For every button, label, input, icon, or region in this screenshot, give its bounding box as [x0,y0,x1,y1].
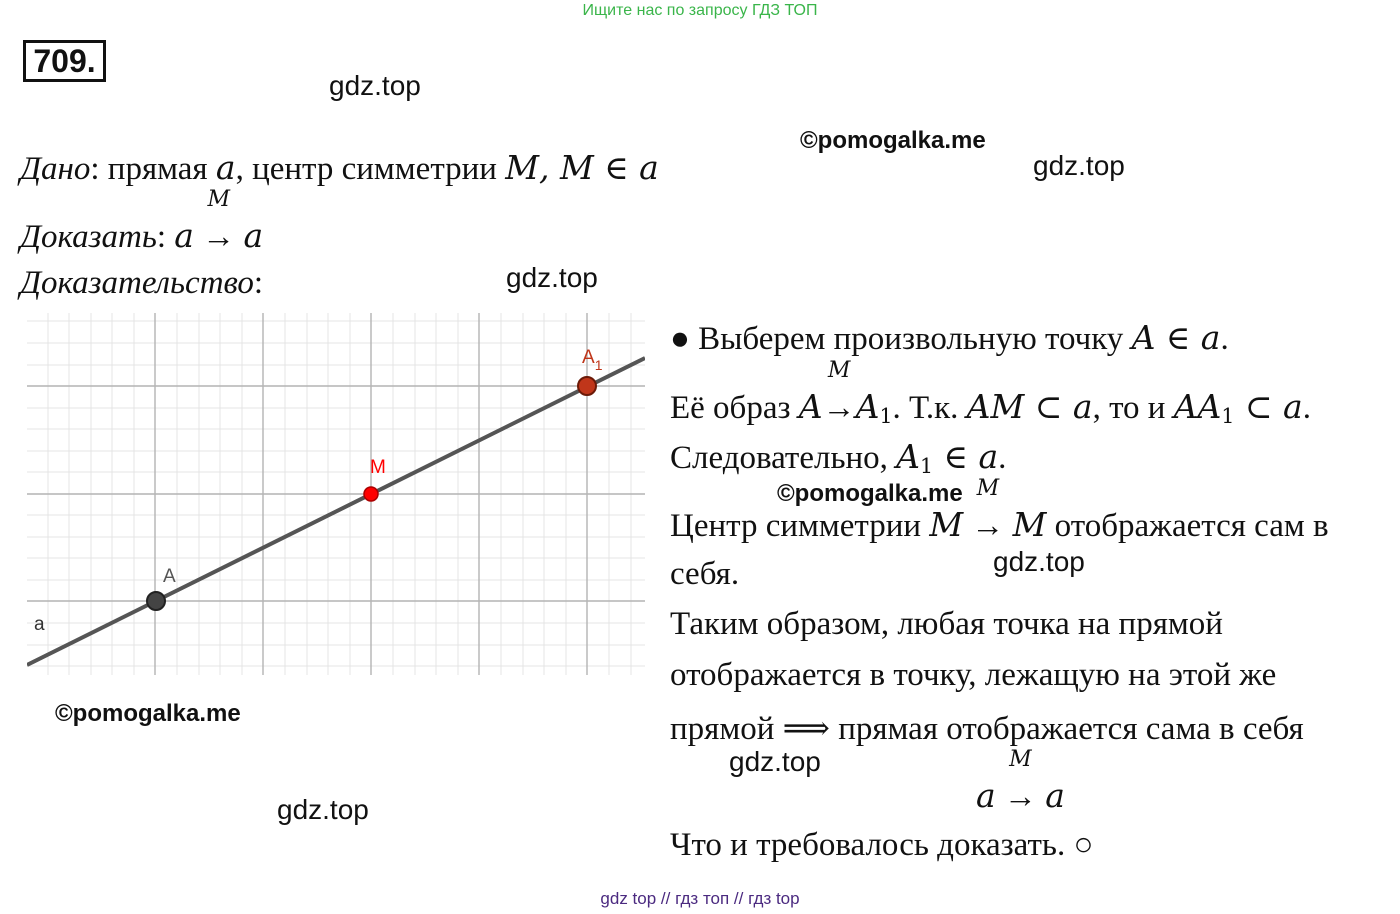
prove-line [20,187,264,256]
body-line-5: себя. [670,556,740,592]
watermark-gdz: gdz.top [993,546,1085,577]
watermark-gdz: gdz.top [277,794,369,825]
proof-label: Доказательство [20,265,254,301]
math: M [1012,505,1047,544]
math: ⊂ a [1234,387,1303,426]
math: ∈ a [933,437,999,476]
text: . Т.к. [892,390,967,426]
text: Следовательно, [670,440,897,476]
math: a [1045,776,1065,815]
subscript: 1 [879,404,893,429]
prove-colon: : [156,219,167,255]
given-expr: M, M ∈ a [505,148,659,187]
watermark-pomogalka: ©pomogalka.me [800,127,986,154]
point-a1-name: A [582,347,595,368]
body-line-9 [976,747,1065,816]
mapping-label: M [207,187,230,212]
math: M [929,505,964,544]
body-line-8: прямой ⟹ прямая отображается сама в себя [670,711,1304,747]
line-a [27,358,645,665]
watermark-gdz: gdz.top [329,70,421,101]
mapping-arrow: M → [193,187,244,255]
geometry-figure [27,313,645,675]
given-text2: , центр симметрии [235,151,506,187]
math: a [976,776,996,815]
watermark-gdz: gdz.top [729,746,821,777]
point-a1-label [582,347,603,373]
subscript: 1 [920,454,934,479]
text: . [1302,390,1311,426]
body-line-2 [670,358,1311,429]
point-a1-sub: 1 [594,357,603,373]
watermark-gdz: gdz.top [1033,150,1125,181]
problem-number: 709. [23,40,106,82]
given-label: Дано [20,151,91,187]
prove-from: a [174,216,194,255]
text: ● Выберем произвольную точку [670,321,1132,357]
text: . [1220,321,1229,357]
watermark-pomogalka: ©pomogalka.me [777,480,963,507]
body-line-1 [670,318,1229,358]
watermark-gdz: gdz.top [506,262,598,293]
mapping-label: M [827,358,851,383]
watermark-pomogalka: ©pomogalka.me [55,700,241,727]
math: A ∈ a [1131,318,1221,357]
given-line [20,148,659,188]
text: , то и [1092,390,1174,426]
given-var: a [215,148,236,187]
math: A [896,437,921,476]
math: AM ⊂ a [966,387,1093,426]
prove-label: Доказать [20,219,157,255]
subscript: 1 [1221,404,1235,429]
math: AA [1173,387,1222,426]
mapping-label: M [976,476,1000,501]
text: Её образ [670,390,799,426]
footer-note: gdz top // гдз топ // гдз top [600,889,800,908]
text: отображается сам в [1046,508,1329,544]
mapping-arrow: M → [822,358,856,426]
point-a-label: A [163,566,176,587]
point-m-label: M [370,457,386,478]
mapping-arrow: M → [963,476,1013,544]
body-line-10: Что и требовалось доказать. ○ [670,827,1094,863]
math: A [798,387,823,426]
point-m [364,487,378,501]
proof-colon: : [253,265,264,301]
body-line-3 [670,437,1006,478]
math: A [855,387,880,426]
body-line-6: Таким образом, любая точка на прямой [670,606,1223,642]
text: Центр симметрии [670,508,930,544]
body-line-7: отображается в точку, лежащую на этой же [670,657,1277,693]
prove-to: a [243,216,264,255]
point-a1 [578,377,596,395]
mapping-label: M [1009,747,1032,772]
mapping-arrow: M → [995,747,1046,815]
top-search-note: Ищите нас по запросу ГДЗ ТОП [582,2,818,19]
text: . [998,440,1007,476]
point-a [147,592,165,610]
given-text: : прямая [90,151,216,187]
line-a-label: a [34,614,45,635]
proof-heading [20,265,263,302]
